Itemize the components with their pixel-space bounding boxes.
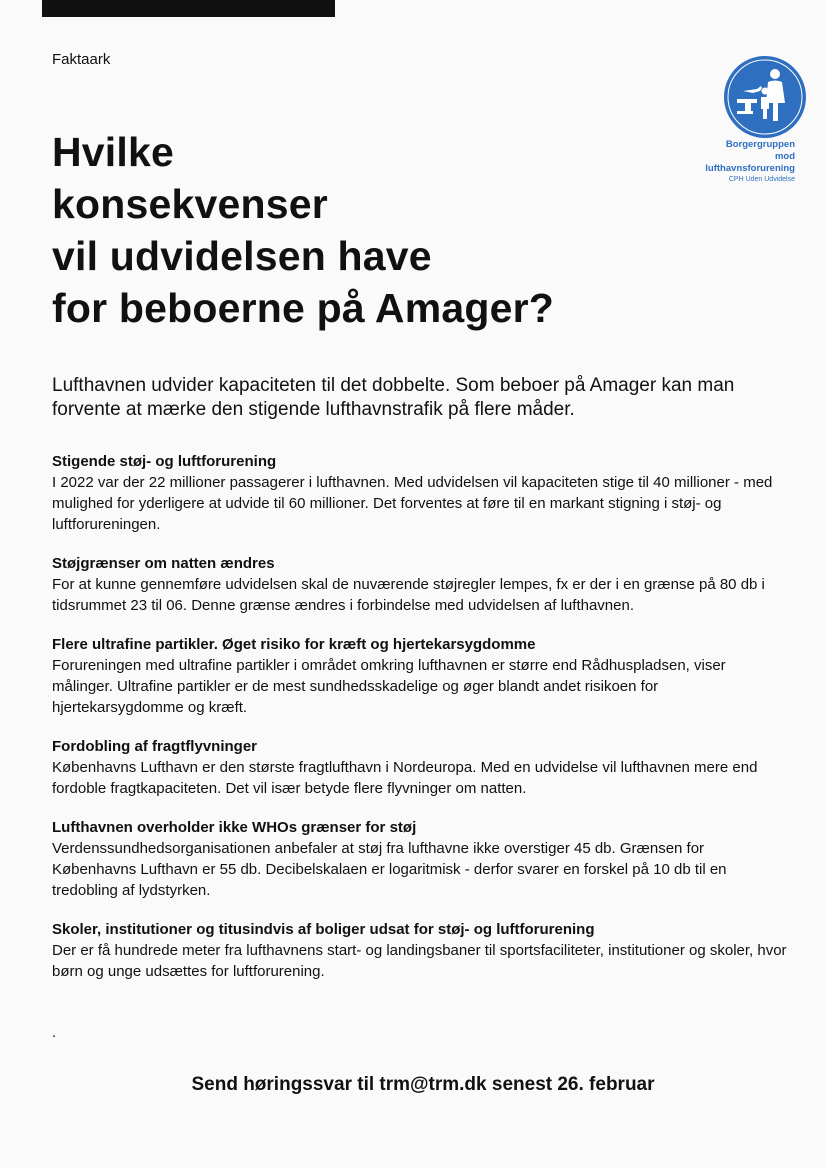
section-heading: Skoler, institutioner og titusindvis af boliger udsat for støj- og luftforurening xyxy=(52,921,595,938)
section-heading: Støjgrænser om natten ændres xyxy=(52,555,275,572)
section-heading: Stigende støj- og luftforurening xyxy=(52,453,277,470)
top-black-bar xyxy=(42,0,335,17)
call-to-action: Send høringssvar til trm@trm.dk senest 26. februar xyxy=(191,1074,655,1095)
lead-paragraph: Lufthavnen udvider kapaciteten til det dobbelte. Som beboer på Amager kan man forvente at mærke den stigende lufthavnstrafik på flere måder. xyxy=(52,375,735,420)
section-heading: Flere ultrafine partikler. Øget risiko for kræft og hjertekarsygdomme xyxy=(52,636,536,653)
title-line: vil udvidelsen have xyxy=(52,233,432,279)
logo-text xyxy=(680,139,795,184)
fact-section xyxy=(52,553,787,616)
section-body: Verdenssundhedsorganisationen anbefaler at støj fra lufthavne ikke overstiger 45 db. Grænsen for Københavns Lufthavn er 55 db. Decibelskalaen er logaritmisk - derfor svarer en forskel på 10 db til en tredobling af lydstyrken. xyxy=(52,840,727,899)
logo-line: mod xyxy=(774,151,795,162)
title-line: konsekvenser xyxy=(52,181,328,227)
document-type-label: Faktaark xyxy=(52,51,111,68)
title-line: Hvilke xyxy=(52,129,174,175)
fact-section xyxy=(52,451,787,535)
section-body: Der er få hundrede meter fra lufthavnens start- og landingsbaner til sportsfaciliteter, institutioner og skoler, hvor børn og unge udsættes for luftforurening. xyxy=(52,942,787,980)
fact-section xyxy=(52,817,787,901)
logo-line: Borgergruppen xyxy=(725,139,795,150)
family-airplane-icon xyxy=(723,55,807,139)
section-heading: Lufthavnen overholder ikke WHOs grænser for støj xyxy=(52,819,417,836)
fact-section xyxy=(52,919,787,982)
fact-sections xyxy=(52,451,787,1000)
section-body: For at kunne gennemføre udvidelsen skal de nuværende støjregler lempes, fx er der i en grænse på 80 db i tidsrummet 23 til 06. Denne grænse ændres i forbindelse med udvidelsen af lufthavnen. xyxy=(52,576,765,614)
section-heading: Fordobling af fragtflyvninger xyxy=(52,738,257,755)
trailing-dot: . xyxy=(52,1024,57,1041)
logo-subline: CPH Uden Udvidelse xyxy=(728,176,795,183)
fact-section xyxy=(52,634,787,718)
fact-section xyxy=(52,736,787,799)
logo-line: lufthavnsforurening xyxy=(705,163,795,174)
section-body: Københavns Lufthavn er den største fragtlufthavn i Nordeuropa. Med en udvidelse vil lufthavnen mere end fordoble fragtkapaciteten. Det vil især betyde flere flyvninger om natten. xyxy=(52,759,758,797)
section-body: I 2022 var der 22 millioner passagerer i lufthavnen. Med udvidelsen vil kapaciteten stige til 40 millioner - med mulighed for yderligere at udvide til 60 millioner. Det forventes at føre til en markant stigning i støj- og luftforureningen. xyxy=(52,474,773,533)
page-title xyxy=(52,126,672,334)
title-line: for beboerne på Amager? xyxy=(52,285,555,331)
section-body: Forureningen med ultrafine partikler i området omkring lufthavnen er større end Rådhuspladsen, viser målinger. Ultrafine partikler er de mest sundhedsskadelige og øger blandt andet risikoen for hjertekarsygdomme og kræft. xyxy=(52,657,726,716)
